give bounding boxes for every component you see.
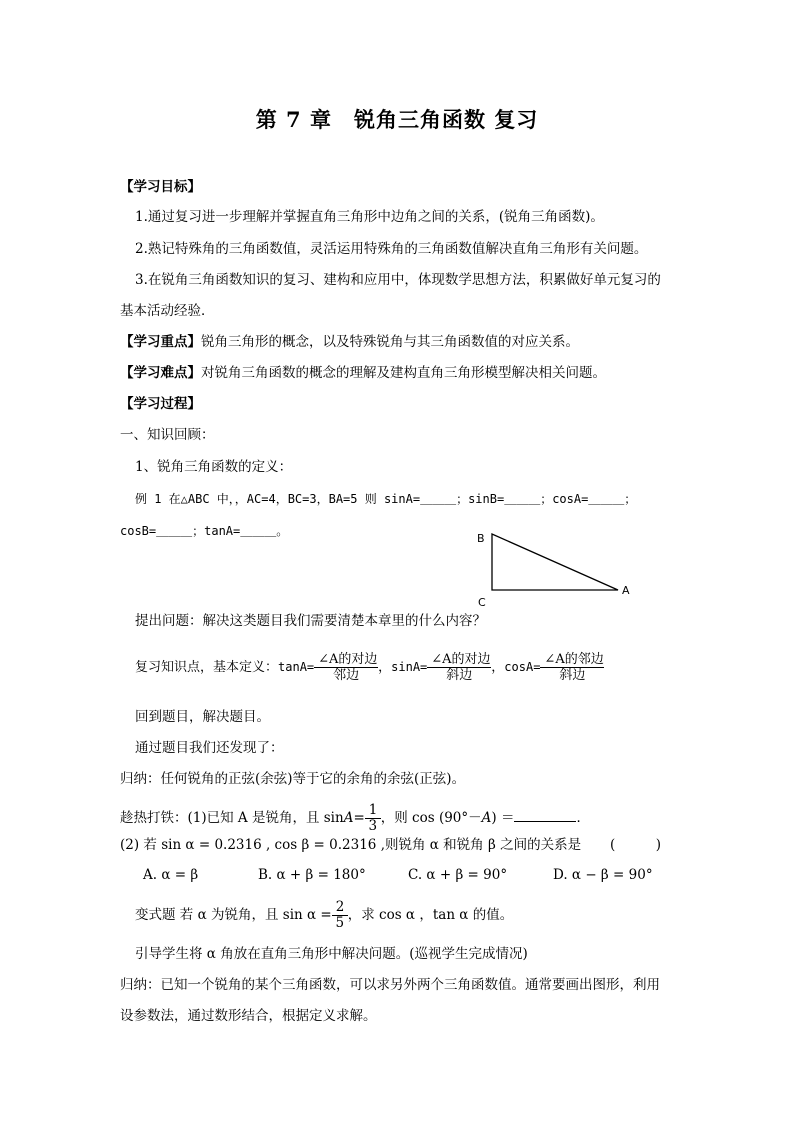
back-to-problem: 回到题目，解决题目。 (135, 709, 270, 725)
question-2 (120, 836, 675, 854)
tan-numerator: ∠A的对边 (314, 652, 378, 668)
right-triangle-figure (472, 528, 642, 610)
example-1-line-1: 例 1 在△ABC 中，，AC=4，BC=3，BA=5 则 sinA=＿＿＿；sinB=＿＿＿；cosA=＿＿＿； (135, 492, 637, 506)
variant-numerator: 2 (332, 900, 348, 916)
tan-label: tanA= (278, 660, 315, 674)
cos-fraction (540, 652, 604, 683)
sin-numerator: ∠A的对边 (427, 652, 491, 668)
practice-numerator: 1 (365, 803, 381, 819)
cos-numerator: ∠A的邻边 (540, 652, 604, 668)
practice-suffix: ，则 cos (90°－ (380, 810, 482, 826)
practice-variable-2: A (481, 810, 492, 826)
objective-item: 1.通过复习进一步理解并掌握直角三角形中边角之间的关系，(锐角三角函数)。 (135, 209, 604, 225)
practice-end: ． (576, 810, 590, 826)
difficulty (120, 364, 606, 382)
vertex-label-b: B (477, 532, 485, 545)
sin-denominator: 斜边 (446, 668, 473, 683)
separator: ， (378, 660, 392, 675)
variant-prefix: 变式题 若 α 为锐角，且 sin α = (135, 907, 332, 923)
page-title: 第 7 章 锐角三角函数 复习 (255, 107, 539, 132)
option-a: A. α = β (143, 867, 199, 883)
summary-1: 归纳：任何锐角的正弦(余弦)等于它的余角的余弦(正弦)。 (120, 771, 466, 787)
section-heading: 一、知识回顾： (120, 427, 215, 443)
variant-denominator: 5 (335, 915, 345, 931)
tan-fraction (314, 652, 378, 683)
answer-blank (514, 809, 576, 822)
answer-paren: ( ) (610, 837, 662, 853)
separator: ， (491, 660, 505, 675)
vertex-label-c: C (478, 596, 486, 609)
vertex-label-a: A (622, 584, 630, 597)
objectives-heading: 【学习目标】 (120, 179, 201, 195)
objective-item: 3.在锐角三角函数知识的复习、建构和应用中，体现数学思想方法，积累做好单元复习的 (135, 272, 661, 288)
definition-prefix: 复习知识点，基本定义： (135, 660, 279, 675)
question-text: 提出问题：解决这类题目我们需要清楚本章里的什么内容？ (135, 613, 486, 629)
key-point-heading: 【学习重点】 (120, 334, 201, 350)
practice-1 (120, 803, 590, 834)
option-c: C. α + β = 90° (408, 867, 508, 883)
option-b: B. α + β = 180° (258, 867, 366, 883)
subsection-heading: 1、锐角三角函数的定义： (135, 459, 293, 475)
practice-fraction (365, 803, 381, 834)
objective-item: 2.熟记特殊角的三角函数值，灵活运用特殊角的三角函数值解决直角三角形有关问题。 (135, 241, 648, 257)
cos-denominator: 斜边 (559, 668, 586, 683)
guide-text: 引导学生将 α 角放在直角三角形中解决问题。(巡视学生完成情况) (135, 946, 528, 962)
sin-fraction (427, 652, 491, 683)
found-text: 通过题目我们还发现了： (135, 740, 284, 756)
key-point (120, 333, 579, 351)
example-1-line-2: cosB=＿＿＿；tanA=＿＿＿。 (120, 524, 289, 538)
tan-denominator: 邻边 (333, 668, 360, 683)
practice-denominator: 3 (368, 818, 378, 834)
practice-equals: = (353, 810, 365, 826)
summary-2-line-1: 归纳：已知一个锐角的某个三角函数，可以求另外两个三角函数值。通常要画出图形，利用 (120, 977, 660, 993)
triangle-shape (492, 534, 618, 590)
variant-problem (135, 900, 513, 931)
key-point-text: 锐角三角形的概念，以及特殊锐角与其三角函数值的对应关系。 (201, 334, 579, 350)
difficulty-text: 对锐角三角函数的概念的理解及建构直角三角形模型解决相关问题。 (201, 365, 606, 381)
variant-fraction (332, 900, 348, 931)
practice-prefix: 趁热打铁：(1)已知 A 是锐角，且 sin (120, 810, 344, 826)
practice-suffix-end: ) ＝ (491, 810, 515, 826)
option-d: D. α − β = 90° (553, 867, 653, 883)
difficulty-heading: 【学习难点】 (120, 365, 201, 381)
sin-label: sinA= (391, 660, 428, 674)
summary-2-line-2: 设参数法，通过数形结合，根据定义求解。 (120, 1008, 377, 1024)
objective-item: 基本活动经验． (120, 303, 215, 319)
question-2-text: (2) 若 sin α = 0.2316 , cos β = 0.2316 ,则锐角 α 和锐角 β 之间的关系是 (120, 837, 582, 853)
definition-row (135, 652, 604, 683)
variant-suffix: ，求 cos α ，tan α 的值。 (347, 907, 514, 923)
cos-label: cosA= (504, 660, 541, 674)
process-heading: 【学习过程】 (120, 396, 201, 412)
practice-variable: A (343, 810, 354, 826)
